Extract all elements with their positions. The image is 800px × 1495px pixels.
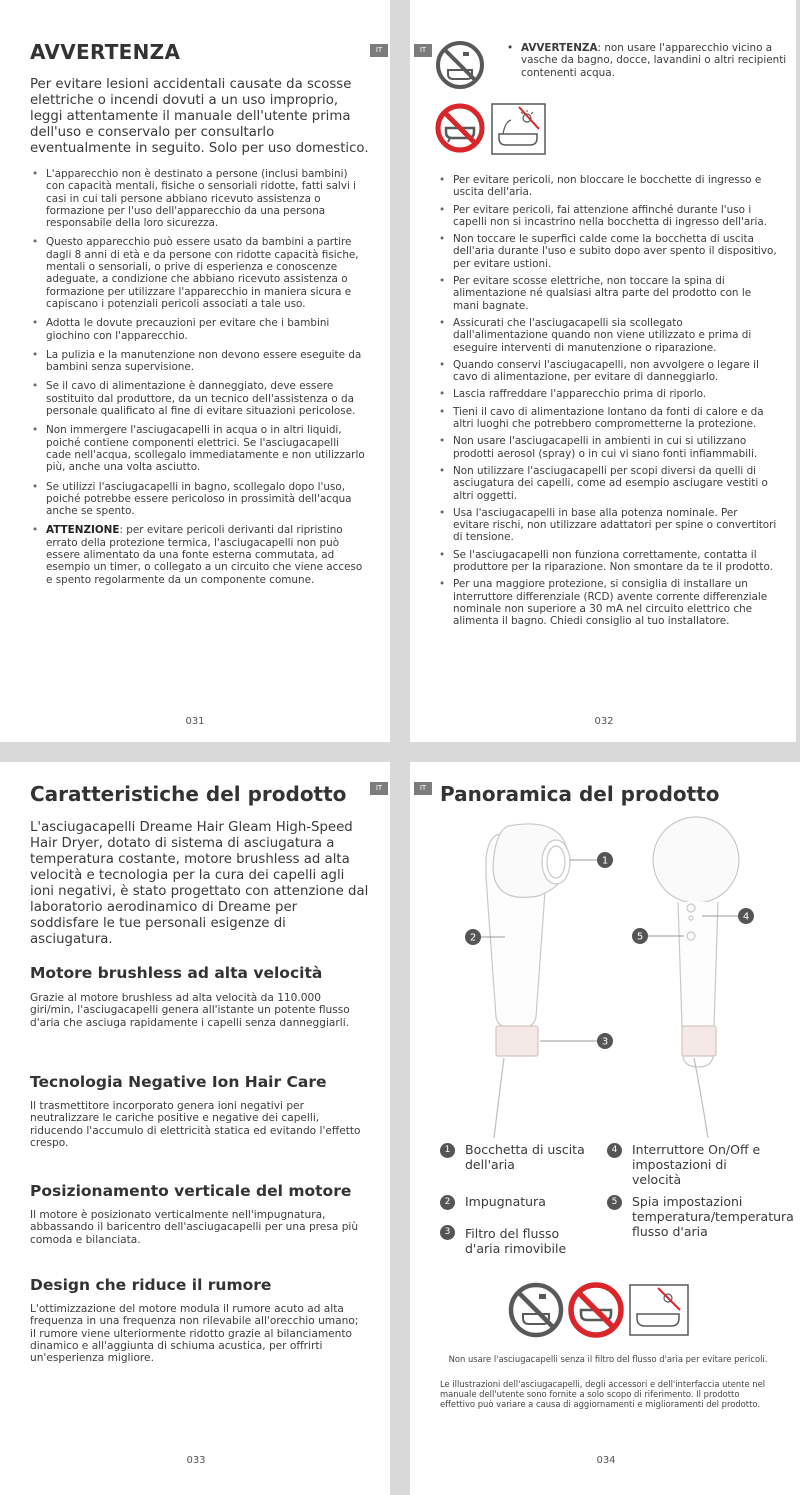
section-title: Tecnologia Negative Ion Hair Care <box>30 1073 327 1091</box>
dryer-side-view <box>486 824 570 1138</box>
page-034 <box>410 762 800 1495</box>
list-item <box>30 524 366 585</box>
page-number: 034 <box>596 1455 616 1466</box>
attention-label: ATTENZIONE <box>46 524 120 537</box>
section-body: Il motore è posizionato verticalmente nell'impugnatura, abbassando il baricentro dell'asciugacapelli per una presa più comoda e bilanciata. <box>30 1209 359 1246</box>
legend-item-2 <box>440 1194 590 1212</box>
section-title: Design che riduce il rumore <box>30 1276 272 1294</box>
list-item: • La pulizia e la manutenzione non devono essere eseguite da bambini senza supervisione. <box>30 349 366 374</box>
callout-5-label: 5 <box>636 931 644 943</box>
product-intro: L'asciugacapelli Dreame Hair Gleam High-Speed Hair Dryer, dotato di sistema di asciugatura a temperatura costante, motore brushless ad alta velocità e tecnologia per la cura dei capelli agli ioni negativi, è stato progettato con attenzione dal laboratorio aerodinamico di Dreame per soddisfare le tue personali esigenze di asciugatura. <box>30 820 369 947</box>
bathroom-warning <box>505 42 791 79</box>
list-item: • Per evitare pericoli, non bloccare le bocchette di ingresso e uscita dell'aria. <box>437 174 777 199</box>
page-title: Caratteristiche del prodotto <box>30 782 347 806</box>
list-item: • Usa l'asciugacapelli in base alla potenza nominale. Per evitare rischi, non utilizzare adattatori per spine o convertitori di tensione. <box>437 507 777 544</box>
legend-number: 5 <box>607 1195 622 1210</box>
bathtub-prohibited-icon <box>438 106 482 150</box>
dryer-front-view <box>653 817 739 1138</box>
callout-5 <box>632 928 648 944</box>
bathtub-prohibited-icon <box>571 1285 621 1335</box>
section-title: Motore brushless ad alta velocità <box>30 964 323 982</box>
section-title: Posizionamento verticale del motore <box>30 1182 352 1200</box>
language-tag: IT <box>414 44 432 57</box>
attention-text: : per evitare pericoli derivanti dal ripristino errato della protezione termica, l'asciugacapelli non può essere alimentato da una fonte esterna commutata, ad esempio un timer, o collegato a un circuito che viene acceso e spento regolarmente da un componente comune. <box>46 524 363 586</box>
list-item: • Non usare l'asciugacapelli in ambienti in cui si utilizzano prodotti aerosol (spray) o in cui vi siano fonti infiammabili. <box>437 435 777 460</box>
hair-dryer-diagram <box>440 812 780 1172</box>
legend-item-4 <box>607 1142 777 1192</box>
list-item: • Per evitare scosse elettriche, non toccare la spina di alimentazione né qualsiasi altra parte del prodotto con le mani bagnate. <box>437 275 777 312</box>
bathtub-spark-icon <box>492 104 545 154</box>
shower-bathtub-icon <box>511 1285 561 1335</box>
page-032 <box>410 0 796 742</box>
page-031 <box>0 0 390 742</box>
legend-text: Interruttore On/Off e impostazioni di velocità <box>632 1142 761 1187</box>
callout-4 <box>738 908 754 924</box>
language-tag: IT <box>414 782 432 795</box>
page-number: 032 <box>594 716 614 727</box>
shower-bathtub-icon <box>438 43 482 87</box>
section-body: L'ottimizzazione del motore modula il rumore acuto ad alta frequenza in una frequenza non rilevabile all'orecchio umano; il rumore viene ulteriormente ridotto grazie al bilanciamento dinamico e all'aggiunta di schiuma acustica, per offrirti un'esperienza migliore. <box>30 1303 359 1365</box>
page-title: Panoramica del prodotto <box>440 782 720 806</box>
list-item: • Questo apparecchio può essere usato da bambini a partire dagli 8 anni di età e da persone con ridotte capacità fisiche, mentali o sensoriali, o prive di esperienza e conoscenze adeguate, a condizione che abbiano ricevuto assistenza o formazione per utilizzare l'apparecchio in maniera sicura e capiscano i potenziali pericoli associati a tale uso. <box>30 236 366 310</box>
legend-item-1 <box>440 1142 590 1178</box>
section-body: Grazie al motore brushless ad alta velocità da 110.000 giri/min, l'asciugacapelli genera all'istante un potente flusso d'aria che asciuga rapidamente i capelli senza danneggiarli. <box>30 992 350 1029</box>
list-item: • Non utilizzare l'asciugacapelli per scopi diversi da quelli di asciugatura dei capelli, come ad esempio asciugare vestiti o altri oggetti. <box>437 465 777 502</box>
warning-label: AVVERTENZA <box>521 42 598 54</box>
list-item: • Se il cavo di alimentazione è danneggiato, deve essere sostituito dal produttore, da un tecnico dell'assistenza o da personale qualificato al fine di evitare situazioni pericolose. <box>30 380 366 417</box>
callout-4-label: 4 <box>742 911 750 923</box>
callout-1 <box>597 852 613 868</box>
legend-item-3 <box>440 1224 590 1260</box>
legend-number: 1 <box>440 1143 455 1158</box>
warning-text: : non usare l'apparecchio vicino a vasche da bagno, docce, lavandini o altri recipienti contenenti acqua. <box>521 42 787 79</box>
warning-list <box>30 168 366 593</box>
bathtub-spark-icon <box>630 1285 688 1335</box>
callout-2-label: 2 <box>469 932 477 944</box>
legend-text: Spia impostazioni temperatura/temperatura flusso d'aria <box>632 1194 794 1239</box>
callout-3-label: 3 <box>601 1036 609 1048</box>
list-item: • Assicurati che l'asciugacapelli sia scollegato dall'alimentazione quando non viene utilizzato e prima di eseguire interventi di manutenzione o riparazione. <box>437 317 777 354</box>
list-item: • Adotta le dovute precauzioni per evitare che i bambini giochino con l'apparecchio. <box>30 317 366 342</box>
legend-number: 2 <box>440 1195 455 1210</box>
language-tag: IT <box>370 782 388 795</box>
filter-warning-icons <box>508 1282 704 1338</box>
list-item: • Lascia raffreddare l'apparecchio prima di riporlo. <box>437 388 777 400</box>
legend-text: Bocchetta di uscita dell'aria <box>465 1142 585 1172</box>
warning-title: AVVERTENZA <box>30 40 181 64</box>
page-033 <box>0 762 390 1495</box>
list-item: • Non immergere l'asciugacapelli in acqua o in altri liquidi, poiché contiene componenti elettrici. Se l'asciugacapelli cade nell'acqua, scollegalo immediatamente e non utilizzarlo più, anche una volta asciutto. <box>30 424 366 473</box>
list-item: • Se utilizzi l'asciugacapelli in bagno, scollegalo dopo l'uso, poiché potrebbe essere pericoloso in prossimità dell'acqua anche se spento. <box>30 481 366 518</box>
list-item: • L'apparecchio non è destinato a persone (inclusi bambini) con capacità mentali, fisiche o sensoriali ridotte, fatti salvi i casi in cui tali persone abbiano ricevuto assistenza o formazione per l'uso dell'apparecchio da una persona responsabile della loro sicurezza. <box>30 168 366 229</box>
language-tag: IT <box>370 44 388 57</box>
list-item: • Tieni il cavo di alimentazione lontano da fonti di calore e da altri luoghi che potrebbero comprometterne la protezione. <box>437 406 777 431</box>
list-item: • Se l'asciugacapelli non funziona correttamente, contatta il produttore per la riparazione. Non smontare da te il prodotto. <box>437 549 777 574</box>
page-number: 031 <box>185 716 205 727</box>
list-item: • Non toccare le superfici calde come la bocchetta di uscita dell'aria durante l'uso e subito dopo aver spento il dispositivo, per evitare ustioni. <box>437 233 777 270</box>
legend-number: 3 <box>440 1225 455 1240</box>
safety-list <box>437 174 777 633</box>
legend-number: 4 <box>607 1143 622 1158</box>
list-item: • Per evitare pericoli, fai attenzione affinché durante l'uso i capelli non si incastrino nella bocchetta di ingresso dell'aria. <box>437 204 777 229</box>
list-item: • Quando conservi l'asciugacapelli, non avvolgere o legare il cavo di alimentazione, per evitare di danneggiarlo. <box>437 359 777 384</box>
legend-text: Impugnatura <box>465 1194 546 1209</box>
callout-1-label: 1 <box>601 855 609 867</box>
legend-text: Filtro del flusso d'aria rimovibile <box>465 1226 567 1256</box>
callout-3 <box>597 1033 613 1049</box>
illustration-note: Le illustrazioni dell'asciugacapelli, degli accessori e dell'interfaccia utente nel manuale dell'utente sono fornite a solo scopo di riferimento. Il prodotto effettivo può variare a causa di aggiornamenti e miglioramenti del prodotto. <box>440 1379 766 1409</box>
list-item: • Per una maggiore protezione, si consiglia di installare un interruttore differenziale (RCD) avente corrente differenziale nominale non superiore a 30 mA nel circuito elettrico che alimenta il bagno. Chiedi consiglio al tuo installatore. <box>437 578 777 627</box>
filter-note: Non usare l'asciugacapelli senza il filtro del flusso d'aria per evitare pericoli. <box>448 1354 768 1364</box>
legend-item-5 <box>607 1194 794 1244</box>
callout-2 <box>465 929 481 945</box>
section-body: Il trasmettitore incorporato genera ioni negativi per neutralizzare le cariche positive e negative dei capelli, riducendo l'accumulo di elettricità statica ed evitando l'effetto crespo. <box>30 1100 361 1149</box>
page-number: 033 <box>186 1455 206 1466</box>
warning-intro: Per evitare lesioni accidentali causate da scosse elettriche o incendi dovuti a un uso improprio, leggi attentamente il manuale dell'utente prima dell'uso e conservalo per consultarlo eventualmente in seguito. Solo per uso domestico. <box>30 77 369 156</box>
